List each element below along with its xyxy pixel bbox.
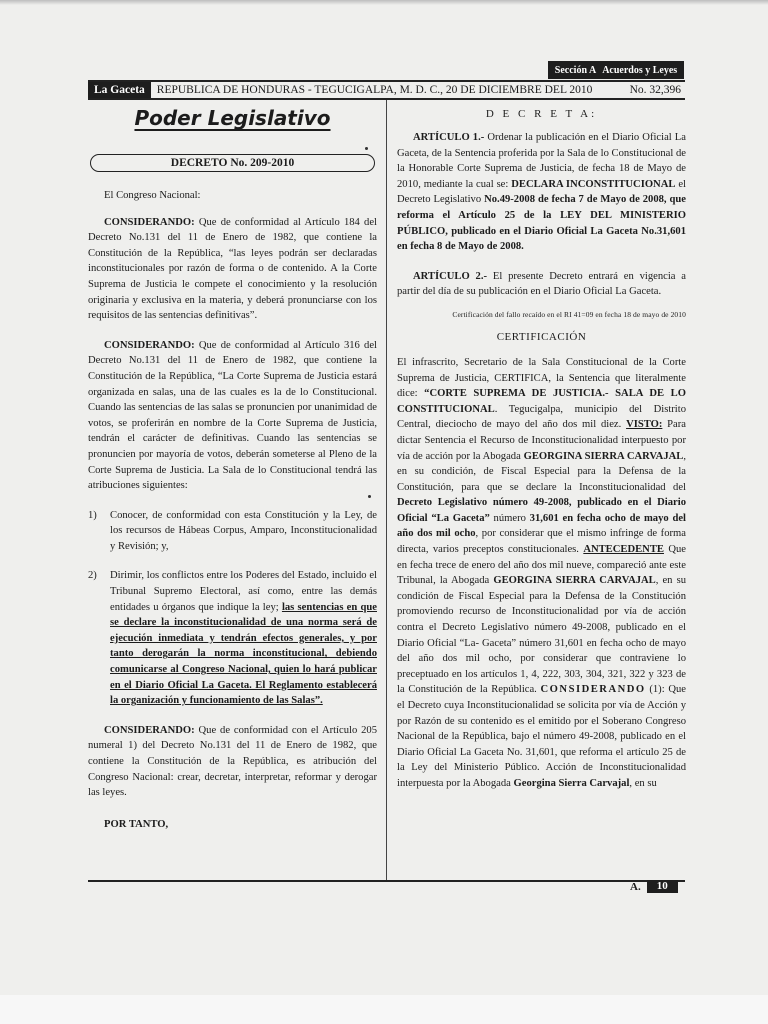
certification-heading: CERTIFICACIÓN xyxy=(496,330,587,343)
intro-line xyxy=(88,188,377,204)
bottom-rule xyxy=(88,880,685,882)
gaceta-title: La Gaceta xyxy=(88,82,151,98)
list-item-emphasis: las sentencias en que se declare la inconstitucionalidad de una norma será de ejecución inmediata y tendrán efectos generales, y por tanto derogarán la norma inconstitucional, debiendo comunicarse al Congreso Nacional, quien lo hará publicar en el Diario Oficial La Gaceta. El Reglamento establecerá la organización y funcionamiento de las Salas”. xyxy=(110,601,377,707)
article-1-text-2: el Decreto Legislativo xyxy=(397,178,686,206)
intro-text: El Congreso Nacional: xyxy=(104,190,201,201)
list-item-plain: Dirimir, los conflictos entre los Poderes del Estado, incluido el Tribunal Supremo Electoral, así como, entre las demás entidades u órganos que indique la ley; xyxy=(110,570,377,613)
cert-text-3: Para dictar Sentencia el Recurso de Inconstitucionalidad interpuesto por vía de acción por la Abogada xyxy=(397,419,686,462)
cert-text-10: , en su xyxy=(629,777,657,789)
considerando-2 xyxy=(88,338,377,494)
cert-text-7: Que en fecha trece de enero del año dos mil nueve, compareció ante este Tribunal, la Abogada xyxy=(397,544,686,587)
certification-body xyxy=(397,355,686,792)
cert-text-8: , en su condición de Fiscal Especial para la Defensa de la Constitución promoviendo recurso de Inconstitucionalidad por vía de acción contra el Decreto Legislativo número 49-2008, publicado en el Diario Oficial “La- Gaceta” número 31,601 en fecha ocho de mayo del año dos mil ocho, por considerar que contraviene lo preceptuado en los artículos 1, 4, 222, 303, 304, 321, 322 y 323 de la Constitución de la República. xyxy=(397,575,686,696)
issue-number: No. 32,396 xyxy=(629,84,681,96)
antecedente-label: ANTECEDENTE xyxy=(583,544,664,556)
scan-speck xyxy=(365,147,368,150)
considerando-1-label: CONSIDERANDO: xyxy=(104,216,195,228)
article-2 xyxy=(397,269,686,300)
left-column xyxy=(88,100,377,832)
article-1-declara: DECLARA INCONSTITUCIONAL xyxy=(511,178,676,190)
list-item xyxy=(88,568,377,708)
article-2-text: El presente Decreto entrará en vigencia a partir del día de su publicación en el Diario Oficial La Gaceta. xyxy=(397,270,686,298)
article-1 xyxy=(397,130,686,255)
decree-title: DECRETO No. 209-2010 xyxy=(90,154,375,172)
attorney-name: Georgina Sierra Carvajal xyxy=(513,777,630,789)
considerando-3-text: Que de conformidad con el Artículo 205 numeral 1) del Decreto No.131 del 11 de Enero de 1982, que contiene la Constitución de la República, es atribución del Congreso Nacional: crear, decretar, interpretar, reformar y derogar las leyes. xyxy=(88,724,377,799)
por-tanto: POR TANTO, xyxy=(104,818,169,830)
considerando-3 xyxy=(88,723,377,801)
article-2-label: ARTÍCULO 2.- xyxy=(413,270,488,282)
considerando-3-label: CONSIDERANDO: xyxy=(104,724,195,736)
article-1-label: ARTÍCULO 1.- xyxy=(413,132,485,143)
attorney-name: GEORGINA SIERRA CARVAJAL xyxy=(493,575,656,587)
list-item-text xyxy=(110,568,377,708)
scan-speck xyxy=(368,495,371,498)
scan-edge-bottom xyxy=(0,995,768,1024)
section-topic: Acuerdos y Leyes xyxy=(602,64,678,76)
page-number xyxy=(630,880,678,893)
certification-note: Certificación del fallo recaído en el RI 41=09 en fecha 18 de mayo de 2010 xyxy=(452,309,686,319)
newspaper-header xyxy=(88,80,685,100)
visto-label: VISTO: xyxy=(626,419,663,431)
cert-text-9: (1): Que el Decreto cuya Inconstitucionalidad se solicita por vía de Acción y por Razón de su contenido es el emitido por el Soberano Congreso Nacional de la República, bajo el número 49-2008, publicado en el Diario Oficial La Gaceta No. 31,601, que reforma el artículo 25 de la Ley del Ministerio Público. Acción de Inconstitucionalidad interpuesta por la Abogada xyxy=(397,684,686,789)
court-name: “CORTE SUPREMA DE JUSTICIA.- SALA DE LO CONSTITUCIONAL xyxy=(397,388,686,415)
section-letter: A. xyxy=(630,880,641,893)
attorney-name: GEORGINA SIERRA CARVAJAL xyxy=(523,450,684,462)
list-item-text: Conocer, de conformidad con esta Constitución y la Ley, de los recursos de Hábeas Corpus, Amparo, Inconstitucionalidad y Revisión; y, xyxy=(110,509,377,552)
column-divider xyxy=(386,100,387,881)
considerando-1-text: Que de conformidad al Artículo 184 del Decreto No.131 del 11 de Enero de 1982, que contiene la Constitución de la República, “las leyes podrán ser declaradas inconstitucionales por razón de forma o de contenido. A la Corte Suprema de Justicia le compete el conocimiento y la resolución originaria y exclusiva en la materia, y deberá pronunciarse con los requisitos de las sentencias definitivas”. xyxy=(88,216,377,322)
considerando-1 xyxy=(88,215,377,324)
decreta-heading: D E C R E T A: xyxy=(485,108,598,120)
considerando-2-label: CONSIDERANDO: xyxy=(104,339,195,351)
right-column xyxy=(397,100,686,792)
list-item-number: 1) xyxy=(88,509,97,521)
cert-text-6: , por considerar que el mismo infringe de forma directa, varios preceptos constitucionales. xyxy=(397,528,686,556)
page-number-value: 10 xyxy=(647,880,678,893)
cert-text-4: , en su condición, de Fiscal Especial para la Defensa de la Constitución, para que se declare la Inconstitucionalidad del xyxy=(397,450,687,493)
list-item-number: 2) xyxy=(88,570,97,582)
cert-text-5: número xyxy=(489,512,530,524)
list-item xyxy=(88,508,377,555)
scan-edge-top xyxy=(0,0,768,5)
decree-reference: Decreto Legislativo número 49-2008, publicado en el Diario Oficial “La Gaceta” xyxy=(397,497,686,524)
considerando-label: CONSIDERANDO xyxy=(540,684,646,696)
republic-dateline: REPUBLICA DE HONDURAS - TEGUCIGALPA, M. D. C., 20 DE DICIEMBRE DEL 2010 xyxy=(156,84,593,96)
section-heading: Poder Legislativo xyxy=(134,106,331,130)
article-1-text: Ordenar la publicación en el Diario Oficial La Gaceta, de la Sentencia proferida por la Sala de lo Constitucional de la Honorable Corte Suprema de Justicia, de fecha 18 de Mayo de 2010, mediante la cual se: xyxy=(397,132,686,190)
cert-text-1: El infrascrito, Secretario de la Sala Constitucional de la Corte Suprema de Justicia, CERTIFICA, la Sentencia que literalmente dice: xyxy=(397,356,686,400)
considerando-2-text: Que de conformidad al Artículo 316 del Decreto No.131 del 11 de Enero de 1982, que contiene la Constitución de la República, “La Corte Suprema de Justicia estará organizada en salas, una de las cuales es la de lo Constitucional. Cuando las sentencias de las salas se pronuncien por unanimidad de votos, se proferirán en nombre de la Corte Suprema de Justicia, tendrán el carácter de definitivas. Cuando las sentencias se pronuncien por mayoría de votos, deberán someterse al Pleno de la Corte Suprema de Justicia. La Sala de lo Constitucional tendrá las atribuciones siguientes: xyxy=(88,339,377,492)
cert-text-2: . Tegucigalpa, municipio del Distrito Central, dieciocho de mayo del año dos mil diez. xyxy=(397,403,686,431)
section-tab xyxy=(548,61,684,79)
section-label: Sección A xyxy=(554,64,597,76)
gazette-reference: 31,601 en fecha ocho de mayo del año dos mil ocho xyxy=(397,512,686,540)
article-1-decree-ref: No.49-2008 de fecha 7 de Mayo de 2008, que reforma el Artículo 25 de la LEY DEL MINISTERIO PÚBLICO, publicado en el Diario Oficial La Gaceta No.31,601 en fecha 8 de Mayo de 2008. xyxy=(397,194,686,253)
